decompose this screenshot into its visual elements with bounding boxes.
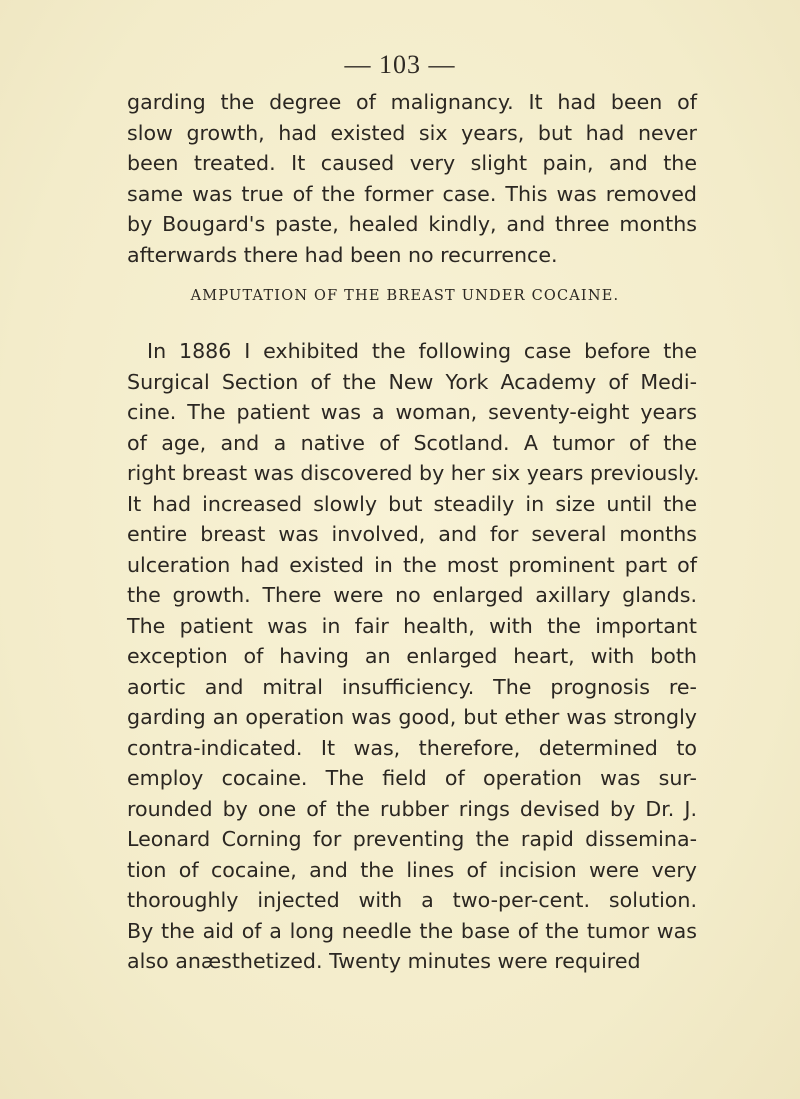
text-line: The patient was in fair health, with the important: [127, 613, 697, 638]
text-line: exception of having an enlarged heart, with both: [127, 644, 697, 668]
section-heading: AMPUTATION OF THE BREAST UNDER COCAINE.: [190, 288, 620, 304]
text-line: by Bougard's paste, healed kindly, and three months: [127, 212, 697, 236]
text-line: cine. The patient was a woman, seventy-eight years: [127, 400, 697, 424]
text-line: garding the degree of malignancy. It had been of: [127, 90, 697, 114]
text-line: thoroughly injected with a two-per-cent. solution.: [127, 888, 697, 912]
page-number: — 103 —: [344, 50, 456, 79]
text-line: entire breast was involved, and for several months: [127, 522, 697, 546]
text-line: It had increased slowly but steadily in size until the: [127, 491, 697, 516]
text-line: same was true of the former case. This was removed: [127, 181, 697, 206]
text-line: aortic and mitral insufficiency. The prognosis re-: [127, 674, 697, 699]
text-line: right breast was discovered by her six years previously.: [127, 461, 700, 485]
text-line: also anæsthetized. Twenty minutes were required: [127, 949, 641, 973]
text-line: been treated. It caused very slight pain, and the: [127, 151, 697, 175]
text-line: Leonard Corning for preventing the rapid dissemina-: [127, 827, 697, 851]
text-line: tion of cocaine, and the lines of incision were very: [127, 857, 697, 882]
text-line: contra-indicated. It was, therefore, determined to: [127, 735, 697, 760]
text-line: By the aid of a long needle the base of the tumor was: [127, 918, 697, 943]
text-line: the growth. There were no enlarged axillary glands.: [127, 583, 697, 607]
text-line: rounded by one of the rubber rings devised by Dr. J.: [127, 796, 697, 821]
text-line: employ cocaine. The field of operation was sur-: [127, 766, 697, 790]
text-line: of age, and a native of Scotland. A tumor of the: [127, 430, 697, 455]
paragraph-1: [127, 87, 697, 270]
text-line: ulceration had existed in the most prominent part of: [127, 552, 697, 577]
text-line: Surgical Section of the New York Academy of Medi-: [127, 369, 697, 394]
text-line: In 1886 I exhibited the following case before the: [147, 339, 697, 363]
text-line: slow growth, had existed six years, but had never: [127, 120, 697, 145]
text-line: afterwards there had been no recurrence.: [127, 242, 558, 267]
paragraph-2: [127, 336, 700, 977]
text-line: garding an operation was good, but ether was strongly: [127, 705, 697, 729]
